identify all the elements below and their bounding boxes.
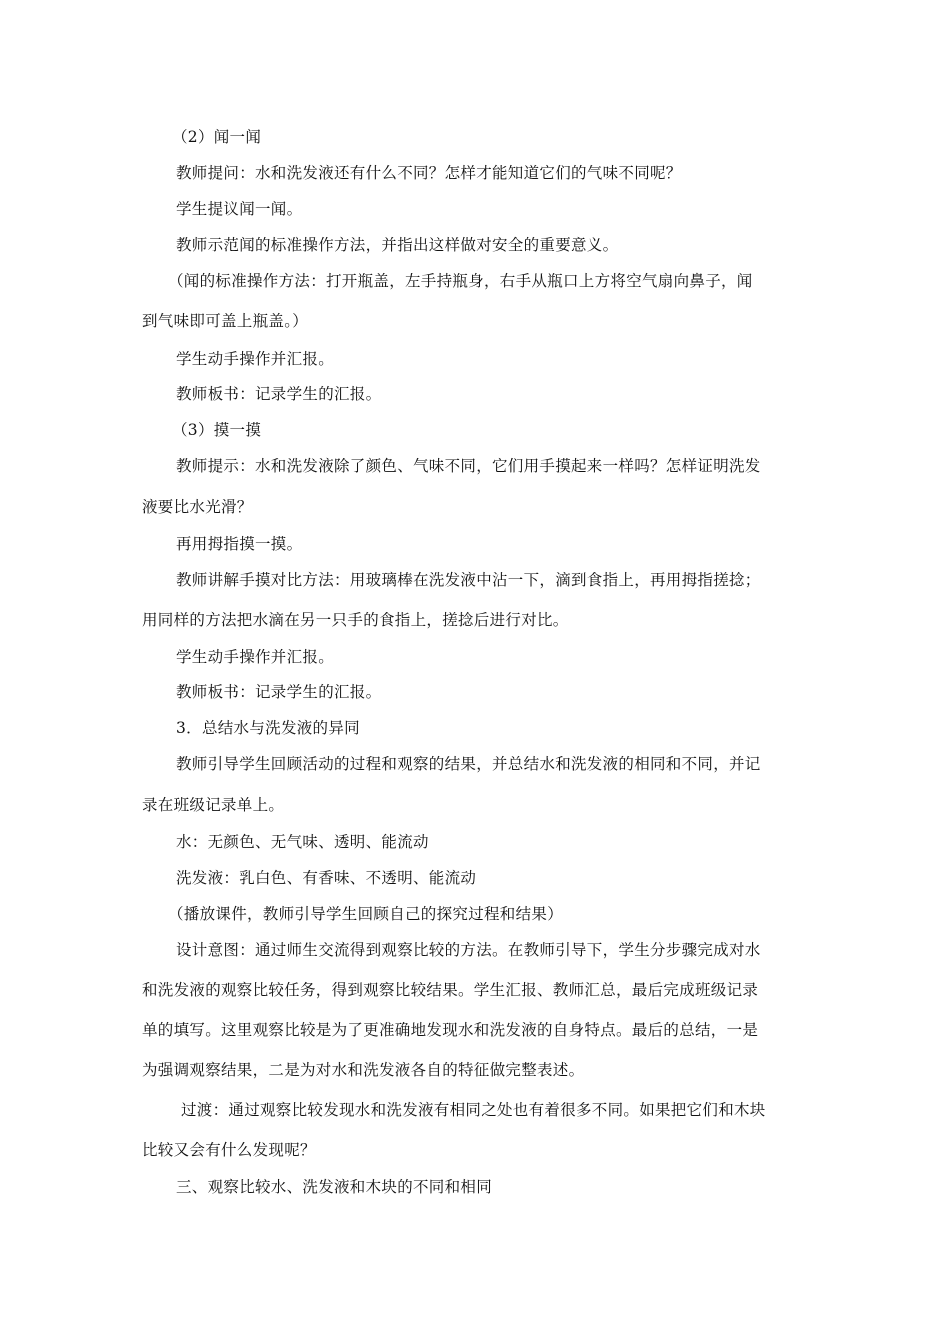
- paragraph-line: 和洗发液的观察比较任务，得到观察比较结果。学生汇报、教师汇总，最后完成班级记录: [142, 981, 759, 999]
- paragraph-line: 洗发液：乳白色、有香味、不透明、能流动: [176, 869, 477, 887]
- paragraph-line: 学生动手操作并汇报。: [176, 648, 335, 666]
- subheading-smell: （2）闻一闻: [172, 128, 262, 146]
- paragraph-line: 学生动手操作并汇报。: [176, 350, 335, 368]
- paragraph-line: 过渡：通过观察比较发现水和洗发液有相同之处也有着很多不同。如果把它们和木块: [181, 1101, 766, 1119]
- paragraph-line: 为强调观察结果，二是为对水和洗发液各自的特征做完整表述。: [142, 1061, 585, 1079]
- paragraph-line: 水：无颜色、无气味、透明、能流动: [176, 833, 429, 851]
- paragraph-line: 到气味即可盖上瓶盖。）: [142, 312, 309, 330]
- paragraph-line: 学生提议闻一闻。: [176, 200, 303, 218]
- paragraph-line: （播放课件，教师引导学生回顾自己的探究过程和结果）: [168, 905, 564, 923]
- paragraph-line: 再用拇指摸一摸。: [176, 535, 303, 553]
- subheading-touch: （3）摸一摸: [172, 421, 262, 439]
- paragraph-line: 设计意图：通过师生交流得到观察比较的方法。在教师引导下，学生分步骤完成对水: [176, 941, 761, 959]
- paragraph-line: 液要比水光滑？: [142, 498, 253, 516]
- paragraph-line: 教师提示：水和洗发液除了颜色、气味不同，它们用手摸起来一样吗？怎样证明洗发: [176, 457, 761, 475]
- paragraph-line: 教师示范闻的标准操作方法，并指出这样做对安全的重要意义。: [176, 236, 619, 254]
- paragraph-line: 教师提问：水和洗发液还有什么不同？怎样才能知道它们的气味不同呢？: [176, 164, 682, 182]
- paragraph-line: 教师引导学生回顾活动的过程和观察的结果，并总结水和洗发液的相同和不同，并记: [176, 755, 761, 773]
- section-heading-summary: 3．总结水与洗发液的异同: [176, 719, 360, 737]
- paragraph-line: 录在班级记录单上。: [142, 796, 285, 814]
- paragraph-line: 比较又会有什么发现呢？: [142, 1141, 316, 1159]
- paragraph-line: 教师讲解手摸对比方法：用玻璃棒在洗发液中沾一下，滴到食指上，再用拇指搓捻；: [176, 571, 761, 589]
- paragraph-line: 教师板书：记录学生的汇报。: [176, 683, 382, 701]
- paragraph-line: 用同样的方法把水滴在另一只手的食指上，搓捻后进行对比。: [142, 611, 569, 629]
- paragraph-line: （闻的标准操作方法：打开瓶盖，左手持瓶身，右手从瓶口上方将空气扇向鼻子，闻: [168, 272, 753, 290]
- paragraph-line: 单的填写。这里观察比较是为了更准确地发现水和洗发液的自身特点。最后的总结，一是: [142, 1021, 759, 1039]
- section-heading-three: 三、观察比较水、洗发液和木块的不同和相同: [176, 1178, 493, 1196]
- paragraph-line: 教师板书：记录学生的汇报。: [176, 385, 382, 403]
